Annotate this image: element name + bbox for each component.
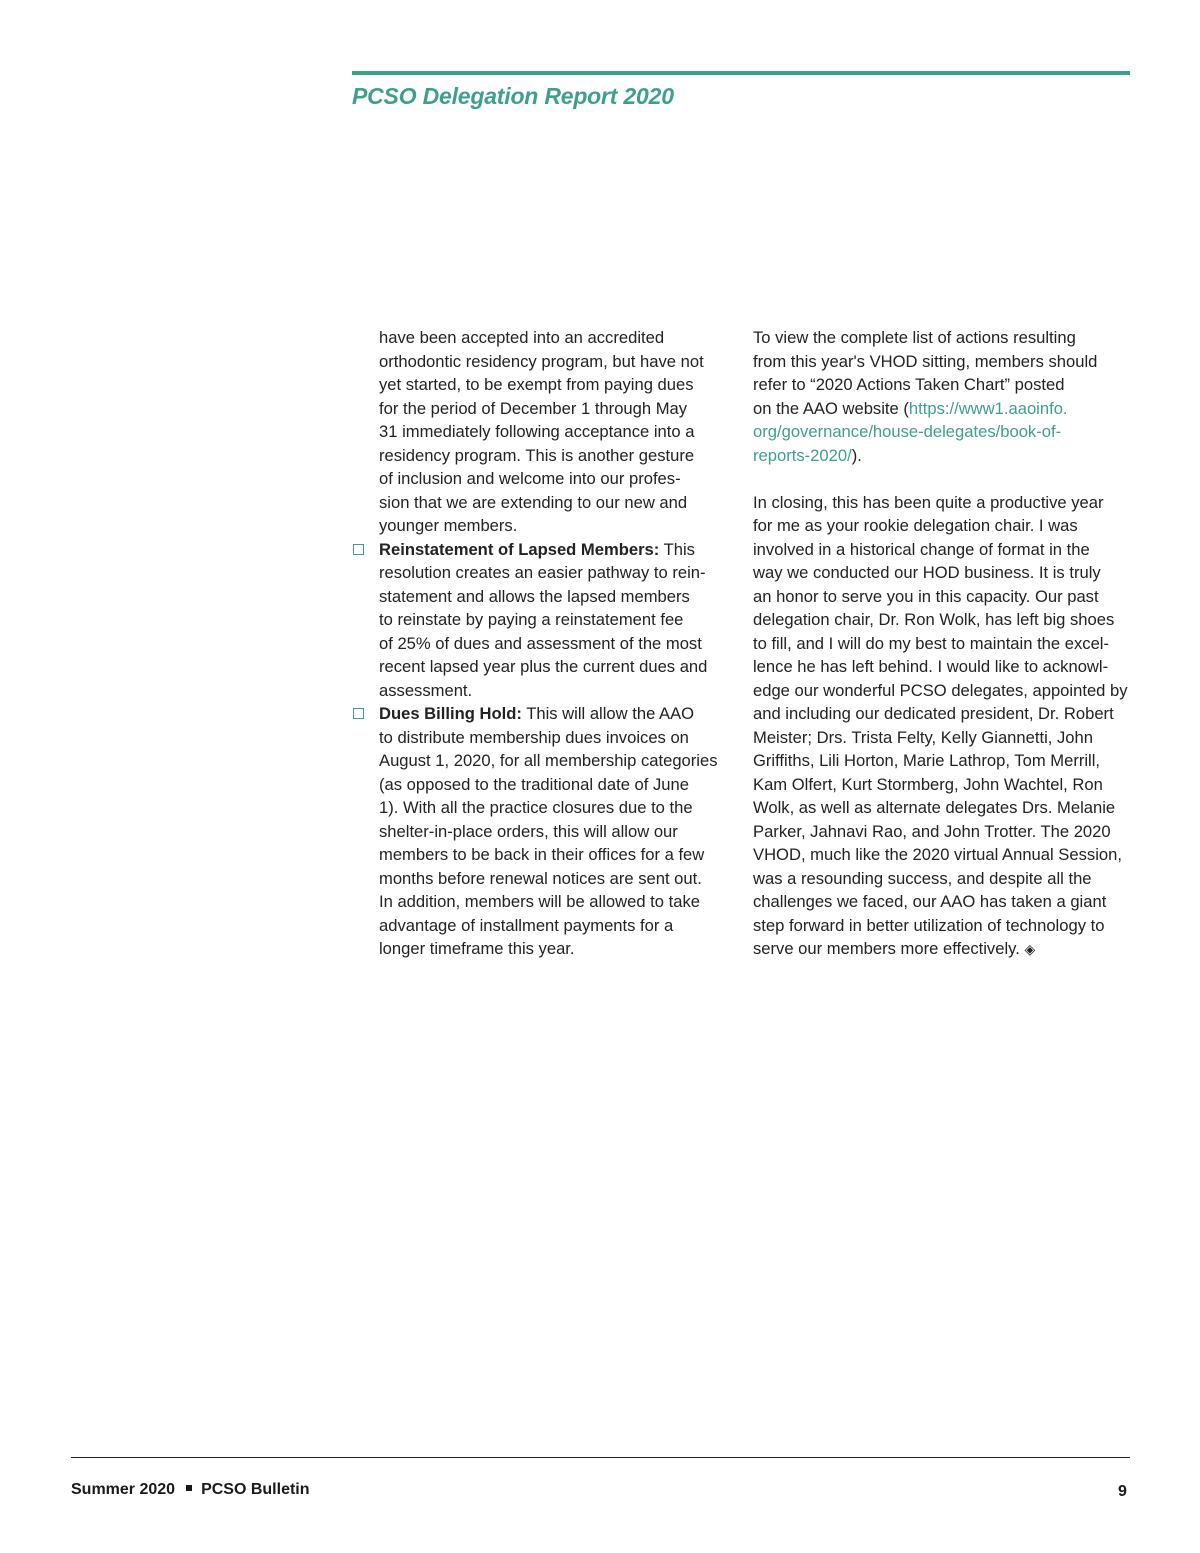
right-column <box>753 326 1133 962</box>
page-number: 9 <box>1118 1483 1127 1500</box>
text-line: for the period of December 1 through May <box>379 398 688 418</box>
text-line: of 25% of dues and assessment of the most <box>379 633 702 653</box>
bullet-text: This will allow the AAO <box>521 704 695 723</box>
text-line: lence he has left behind. I would like to acknowl- <box>753 657 1109 676</box>
text-line <box>753 444 1133 468</box>
text-line: 1). With all the practice closures due to the <box>379 798 693 817</box>
text-line: and including our dedicated president, Dr. Robert <box>753 704 1114 723</box>
text-line: months before renewal notices are sent out. <box>379 868 702 888</box>
footer-publication <box>71 1481 310 1499</box>
text-span: serve our members more effectively. <box>753 939 1025 958</box>
square-bullet-icon <box>353 708 364 719</box>
aao-link[interactable]: https://www1.aaoinfo. <box>908 398 1068 418</box>
text-line: advantage of installment payments for a <box>379 915 674 935</box>
text-line: an honor to serve you in this capacity. Our past <box>753 586 1099 606</box>
text-line: recent lapsed year plus the current dues and <box>379 657 708 676</box>
text-line: Meister; Drs. Trista Felty, Kelly Giannetti, John <box>753 727 1093 747</box>
bullet-reinstatement <box>352 538 732 703</box>
text-line <box>379 702 732 726</box>
link-intro: on the AAO website ( <box>753 398 909 418</box>
text-line: to reinstate by paying a reinstatement fee <box>379 610 684 629</box>
text-line: resolution creates an easier pathway to rein- <box>379 563 706 582</box>
text-line: delegation chair, Dr. Ron Wolk, has left big shoes <box>753 610 1115 629</box>
text-line: (as opposed to the traditional date of June <box>379 774 689 794</box>
text-line <box>379 538 732 562</box>
text-line: VHOD, much like the 2020 virtual Annual Session, <box>753 845 1122 864</box>
text-line: residency program. This is another gesture <box>379 445 695 465</box>
bullet-text: This <box>659 539 695 559</box>
text-line: yet started, to be exempt from paying dues <box>379 375 694 394</box>
text-line: challenges we faced, our AAO has taken a giant <box>753 892 1107 911</box>
text-line: refer to “2020 Actions Taken Chart” posted <box>753 375 1065 394</box>
text-line: members to be back in their offices for a few <box>379 845 705 864</box>
end-of-article-icon: ◈ <box>1024 941 1036 957</box>
text-line: longer timeframe this year. <box>379 939 575 958</box>
paragraph-gap <box>753 467 1133 491</box>
continuation-paragraph <box>352 326 732 538</box>
text-line: To view the complete list of actions resulting <box>753 328 1076 347</box>
text-line: edge our wonderful PCSO delegates, appointed by <box>753 680 1128 700</box>
text-line: have been accepted into an accredited <box>379 328 665 347</box>
link-outro: ). <box>851 445 862 465</box>
text-line: to fill, and I will do my best to maintain the excel- <box>753 633 1110 653</box>
text-line: way we conducted our HOD business. It is truly <box>753 563 1101 582</box>
bullet-heading: Reinstatement of Lapsed Members: <box>379 539 660 559</box>
page-title: PCSO Delegation Report 2020 <box>352 83 674 109</box>
text-line <box>753 397 1133 421</box>
aao-link-line[interactable]: reports-2020/ <box>753 445 852 465</box>
text-line: from this year's VHOD sitting, members should <box>753 351 1098 371</box>
aao-link-line[interactable]: org/governance/house-delegates/book-of- <box>753 422 1062 441</box>
text-line: 31 immediately following acceptance into a <box>379 422 695 441</box>
text-line: statement and allows the lapsed members <box>379 586 690 606</box>
text-line: involved in a historical change of format in the <box>753 539 1090 559</box>
actions-paragraph <box>753 326 1133 467</box>
text-line: In addition, members will be allowed to take <box>379 892 700 911</box>
text-line: Griffiths, Lili Horton, Marie Lathrop, Tom Merrill, <box>753 751 1101 770</box>
text-line: younger members. <box>379 516 518 535</box>
text-line <box>753 937 1133 962</box>
text-line: sion that we are extending to our new and <box>379 492 688 512</box>
square-bullet-icon <box>353 544 364 555</box>
text-line: was a resounding success, and despite all the <box>753 868 1092 888</box>
header-rule <box>352 71 1130 75</box>
square-separator-icon <box>186 1485 192 1491</box>
text-line: to distribute membership dues invoices on <box>379 727 689 747</box>
text-line: of inclusion and welcome into our profes- <box>379 469 681 488</box>
text-line: In closing, this has been quite a productive year <box>753 492 1104 512</box>
text-line: Parker, Jahnavi Rao, and John Trotter. The 2020 <box>753 821 1111 841</box>
text-line: assessment. <box>379 680 473 700</box>
text-line: Kam Olfert, Kurt Stormberg, John Wachtel, Ron <box>753 774 1103 794</box>
left-column <box>352 326 732 961</box>
text-line: step forward in better utilization of technology to <box>753 915 1105 935</box>
bullet-dues-billing-hold <box>352 702 732 961</box>
text-line: August 1, 2020, for all membership categories <box>379 751 718 770</box>
closing-paragraph <box>753 491 1133 962</box>
text-line: shelter-in-place orders, this will allow our <box>379 821 678 841</box>
text-line: for me as your rookie delegation chair. I was <box>753 516 1078 535</box>
footer-rule <box>71 1457 1130 1458</box>
bullet-heading: Dues Billing Hold: <box>379 704 522 723</box>
footer-issue: Summer 2020 <box>71 1481 176 1498</box>
text-line: Wolk, as well as alternate delegates Drs. Melanie <box>753 798 1116 817</box>
footer-publication-name: PCSO Bulletin <box>201 1481 310 1498</box>
text-line: orthodontic residency program, but have not <box>379 351 704 371</box>
